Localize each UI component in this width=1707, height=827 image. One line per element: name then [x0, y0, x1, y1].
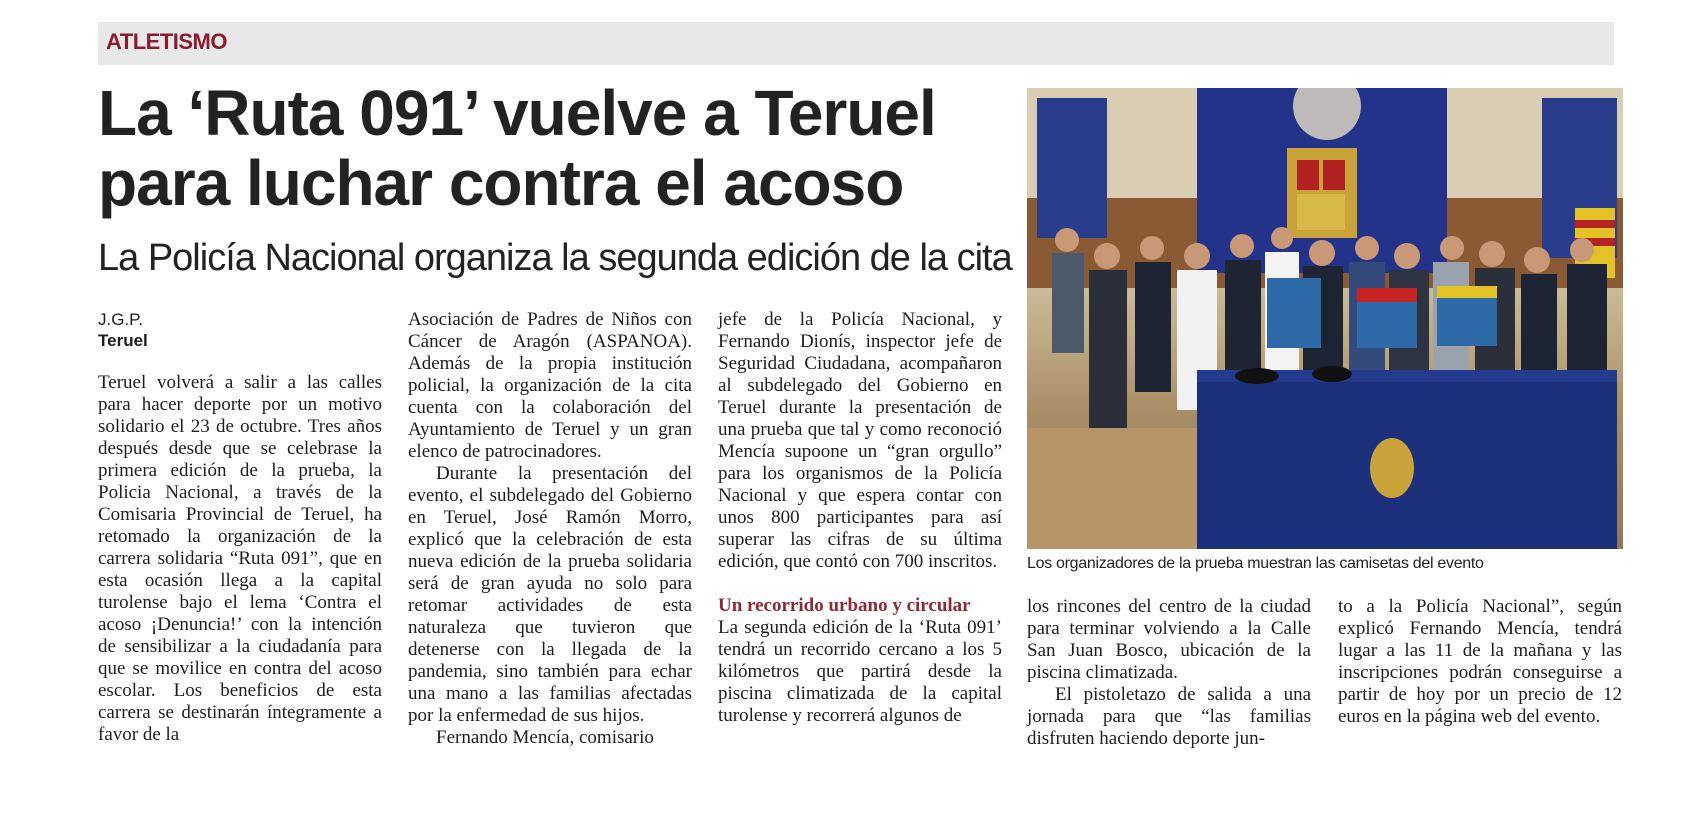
- section-header-bar: [98, 22, 1614, 65]
- article-column-2: [408, 309, 692, 749]
- paragraph: to a la Policía Nacional”, según explicó Fernando Mencía, tendrá lugar a las 11 de la mañana y las inscripciones podrán conseguirse a partir de hoy por un precio de 12 euros en la página web del evento.: [1338, 596, 1622, 727]
- paragraph: Asociación de Padres de Niños con Cáncer de Aragón (ASPANOA). Además de la propia institución policial, la organización de la cita cuenta con la colaboración del Ayuntamiento de Teruel y un gran elenco de patrocinadores.: [408, 309, 692, 462]
- byline-author: J.G.P.: [98, 310, 144, 329]
- paragraph: El pistoletazo de salida a una jornada para que “las familias disfruten haciendo deporte jun-: [1027, 684, 1311, 749]
- article-subheadline: La Policía Nacional organiza la segunda edición de la cita: [98, 237, 1012, 279]
- article-column-4: [1027, 596, 1311, 750]
- article-column-1: [98, 309, 382, 746]
- byline-location: Teruel: [98, 331, 148, 350]
- group-photo-illustration: [1027, 88, 1623, 549]
- paragraph: los rincones del centro de la ciudad para terminar volviendo a la Calle San Juan Bosco, ubicación de la piscina climatizada.: [1027, 596, 1311, 683]
- paragraph: Teruel volverá a salir a las calles para hacer deporte por un motivo solidario el 23 de octubre. Tres años después desde que se celebrase la primera edición de la prueba, la Policia Nacional, a través de la Comisaria Provincial de Teruel, ha retomado la organización de la carrera solidaria “Ruta 091”, que en esta ocasión llega a la capital turolense bajo el lema ‘Contra el acoso ¡Denuncia!’ con la intención de sensibilizar a la ciudadanía para que se movilice en contra del acoso escolar. Los beneficios de esta carrera se destinarán íntegramente a favor de la: [98, 372, 382, 745]
- section-label: ATLETISMO: [106, 29, 227, 54]
- article-column-3: [718, 309, 1002, 727]
- article-photo: [1027, 88, 1623, 549]
- paragraph: La segunda edición de la ‘Ruta 091’ tendrá un recorrido cercano a los 5 kilómetros que partirá desde la piscina climatizada de la capital turolense y recorrerá algunos de: [718, 617, 1002, 726]
- article-column-5: [1338, 596, 1622, 728]
- paragraph: Fernando Mencía, comisario: [436, 727, 654, 748]
- article-headline: La ‘Ruta 091’ vuelve a Teruel para luchar contra el acoso: [98, 77, 936, 219]
- article-intertitle: Un recorrido urbano y circular: [718, 595, 971, 616]
- paragraph: Durante la presentación del evento, el subdelegado del Gobierno en Teruel, José Ramón Morro, explicó que la celebración de esta nueva edición de la prueba solidaria será de gran ayuda no solo para retomar actividades de esta naturaleza que tuvieron que detenerse con la llegada de la pandemia, sino también para echar una mano a las familias afectadas por la enfermedad de sus hijos.: [408, 463, 692, 726]
- paragraph: jefe de la Policía Nacional, y Fernando Dionís, inspector jefe de Seguridad Ciudadana, acompañaron al subdelegado del Gobierno en Teruel durante la presentación de una prueba que tal y como reconoció Mencía supoone un “gran orgullo” para los organismos de la Policía Nacional y que espera contar con unos 800 participantes para así superar las cifras de su última edición, que contó con 700 inscritos.: [718, 309, 1002, 572]
- photo-caption: Los organizadores de la prueba muestran las camisetas del evento: [1027, 555, 1484, 572]
